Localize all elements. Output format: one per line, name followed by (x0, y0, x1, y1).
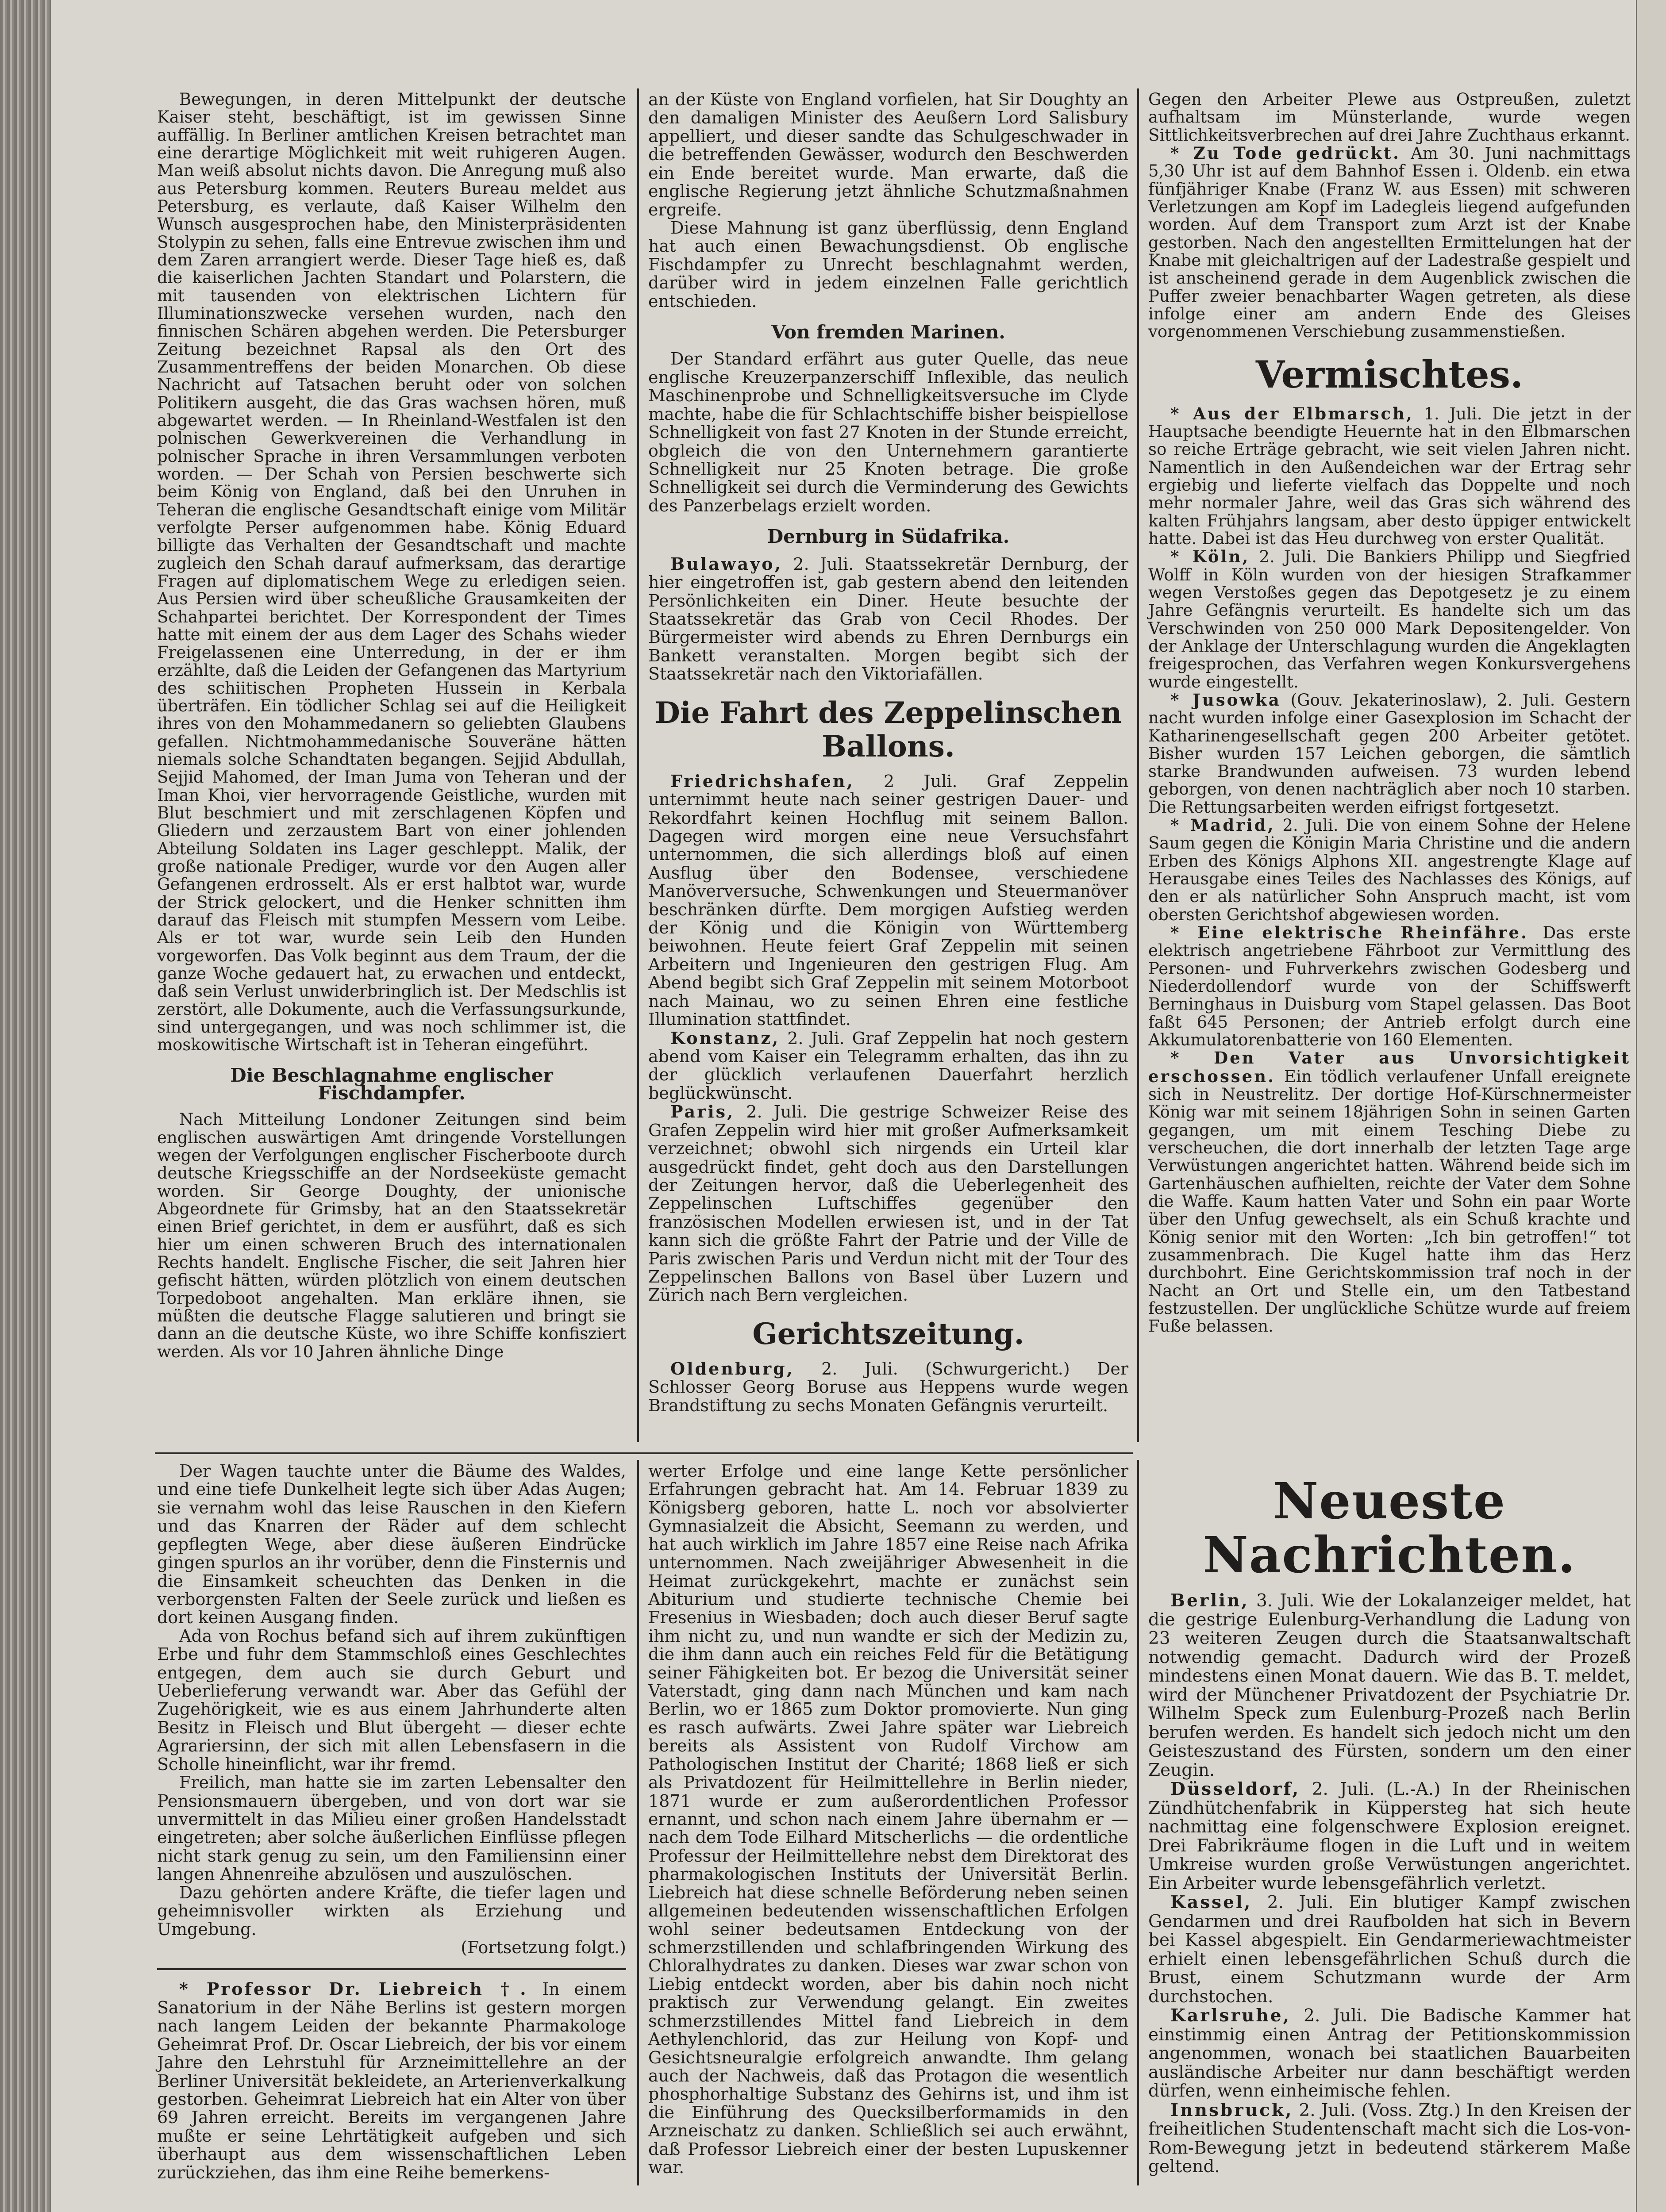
section-heading: Vermischtes. (1255, 352, 1524, 396)
article-paragraph (1148, 144, 1631, 341)
paragraph-text: Am 30. Juni nachmittags 5,30 Uhr ist auf dem Bahnhof Essen i. Oldenb. ein etwa fünfjähriger Knabe (Franz W. aus Essen) mit schweren Verletzungen am Kopf im Ladegleis liegend aufgefunden worden. Auf dem Transport zum Arzt ist der Knabe gestorben. Nach den angestellten Ermittelungen hat der Knabe mit gleichaltrigen auf der Ladestraße gespielt und ist anscheinend gerade in dem Augenblick zwischen die Puffer zweier benachbarter Wagen getreten, als diese infolge einer am andern Ende des Gleises vorgenommenen Verschiebung zusammenstießen. (1148, 143, 1631, 342)
section-heading: Von fremden Marinen. (771, 321, 1005, 343)
dateline: * Zu Tode gedrückt. (1170, 143, 1401, 163)
section-heading: Neueste Nachrichten. (1203, 1472, 1576, 1584)
article-paragraph (1148, 691, 1631, 816)
article-paragraph (1148, 816, 1631, 924)
column-rule (1137, 1460, 1139, 2185)
article-paragraph (1148, 2006, 1631, 2101)
column-rule (637, 1460, 639, 2185)
paragraph-text: Das erste elektrisch angetriebene Fährboot zur Vermittlung des Personen- und Fuhrverkehrs zwischen Godesberg und Niederdollendorf wurde von der Schiffswerft Berninghaus in Duisburg vom Stapel gelassen. Das Boot faßt 645 Personen; der Antrieb erfolgt durch eine Akkumulatorenbatterie von 160 Elementen. (1148, 923, 1631, 1050)
article-paragraph (648, 1359, 1128, 1415)
article-paragraph (1148, 2101, 1631, 2177)
dateline: Friedrichshafen, (670, 771, 854, 791)
paragraph-text: 2. Juli. Die Bankiers Philipp und Siegfried Wolff in Köln wurden von der hiesigen Strafkammer wegen Verstoßes gegen das Depotgesetz je zu einem Jahre Gefängnis verurteilt. Es handelte sich um das Verschwinden von 250 000 Mark Depositengelder. Von der Anklage der Unterschlagung wurden die Angeklagten freigesprochen, das Verfahren wegen Konkursvergehens wurde eingestellt. (1148, 547, 1631, 691)
dateline: * Madrid, (1170, 815, 1275, 835)
paragraph-text: (Gouv. Jekaterinoslaw), 2. Juli. Gestern nacht wurden infolge einer Gasexplosion im Schacht der Katharinengesellschaft gegen 200 Arbeiter getötet. Bisher wurden 157 Leichen geborgen, die sämtlich starke Brandwunden aufweisen. 73 wurden lebend geborgen, von denen nachträglich aber noch 10 starben. Die Rettungsarbeiten werden eifrigst fortgesetzt. (1148, 690, 1631, 817)
section-rule (155, 1452, 1133, 1454)
paragraph-text: Ein tödlich verlaufener Unfall ereignete sich in Neustrelitz. Der dortige Hof-Kürschnermeister König war mit seinem 18jährigen Sohn in seinen Garten gegangen, um mit einem Tesching Diebe zu verscheuchen, die dort innerhalb der letzten Tage arge Verwüstungen angerichtet hatten. Während beide sich im Gartenhäuschen aufhielten, reichte der Vater dem Sohne die Waffe. Kaum hatten Vater und Sohn ein paar Worte über den Unfug gewechselt, als ein Schuß krachte und König senior mit den Worten: „Ich bin getroffen!“ tot zusammenbrach. Die Kugel hatte ihm das Herz durchbohrt. Eine Gerichtskommission traf noch in der Nacht an Ort und Stelle ein, um den Tatbestand festzustellen. Der unglückliche Schütze wurde auf freiem Fuße belassen. (1148, 1067, 1631, 1336)
dateline: * Köln, (1170, 547, 1250, 567)
article-paragraph (1148, 548, 1631, 691)
article-paragraph (1148, 1591, 1631, 1780)
column-right (1148, 91, 1631, 1336)
dateline: Kassel, (1170, 1892, 1252, 1913)
article-paragraph: Dazu gehörten andere Kräfte, die tiefer lagen und geheimnisvoller wirkten als Erziehung und Umgebung. (157, 1882, 626, 1939)
column-rule (1137, 88, 1139, 1442)
article-paragraph: Der Wagen tauchte unter die Bäume des Waldes, und eine tiefe Dunkelheit legte sich über Adas Augen; sie vernahm wohl das leise Rauschen in den Kiefern und das Knarren der Räder auf dem schlecht gepflegten Wege, aber diese äußeren Eindrücke gingen spurlos an ihr vorüber, denn die Finsternis und die Einsamkeit scheuchten das Denken in die verborgensten Falten der Seele zurück und ließen es dort keinen Ausgang finden. (157, 1461, 626, 1628)
article-paragraph (1148, 1780, 1631, 1893)
section-heading: Dernburg in Südafrika. (767, 526, 1010, 548)
dateline: Konstanz, (670, 1028, 780, 1048)
dateline: Düsseldorf, (1170, 1779, 1300, 1800)
paragraph-text: 2. Juli. Die von einem Sohne der Helene Saum gegen die Königin Maria Christine und die andern Erben des Königs Alphons XII. angestrengte Klage auf Herausgabe eines Teiles des Nachlasses des Königs, auf den er als natürlicher Sohn Anspruch macht, ist vom obersten Gerichtshof abgewiesen worden. (1148, 816, 1631, 924)
paragraph-text: 2. Juli. Die gestrige Schweizer Reise des Grafen Zeppelin wird hier mit großer Aufmerksamkeit verzeichnet; obwohl sich nirgends ein Urteil klar ausgedrückt findet, geht doch aus den Darstellungen der Zeitungen hervor, daß die Ueberlegenheit des Zeppelinschen Luftschiffes gegenüber den französischen Modellen erwiesen ist, und in der Tat kann sich die größte Fahrt der Patrie und der Ville de Paris zwischen Paris und Verdun nicht mit der Tour des Zeppelinschen Ballons von Basel über Luzern und Zürich nach Bern vergleichen. (648, 1102, 1128, 1305)
continuation-note: (Fortsetzung folgt.) (461, 1937, 626, 1957)
column-bottom-middle (648, 1462, 1128, 2177)
section-heading: Die Beschlagnahme englischer Fischdampfer. (230, 1064, 553, 1104)
article-paragraph (648, 772, 1128, 1029)
paragraph-text: 2. Juli. Die Badische Kammer hat einstimmig einen Antrag der Petitionskommission angenommen, wonach bei staatlichen Bauarbeiten ausländische Arbeiter nur dann beschäftigt werden dürfen, wenn einheimische fehlen. (1148, 2006, 1631, 2101)
dateline: * Aus der Elbmarsch, (1170, 403, 1414, 423)
paragraph-text: 2. Juli. (Schwurgericht.) Der Schlosser Georg Boruse aus Heppens wurde wegen Brandstiftung zu sechs Monaten Gefängnis verurteilt. (648, 1359, 1128, 1415)
article-paragraph: an der Küste von England vorfielen, hat Sir Doughty an den damaligen Minister des Aeußern Lord Salisbury appelliert, und dieser sandte das Schulgeschwader in die betreffenden Gewässer, wodurch den Beschwerden ein Ende bereitet wurde. Man erwarte, daß die englische Regierung jetzt ähnliche Schutzmaßnahmen ergreife. (648, 90, 1128, 219)
column-bottom-right (1148, 1462, 1631, 2177)
article-paragraph (1148, 405, 1631, 548)
column-left (157, 91, 626, 1361)
article-paragraph (648, 1102, 1128, 1305)
dateline: Oldenburg, (670, 1358, 794, 1379)
article-paragraph: Der Standard erfährt aus guter Quelle, das neue englische Kreuzerpanzerschiff Inflexible, das neulich Maschinenprobe und Schnelligkeitsversuche im Clyde machte, habe die für Schlachtschiffe bisher beispiellose Schnelligkeit von fast 27 Knoten in der Stunde erreicht, obgleich die von den Unternehmern garantierte Schnelligkeit nur 25 Knoten betrage. Die große Schnelligkeit sei durch die Verminderung des Gewichts des Panzerbelags erzielt worden. (648, 349, 1128, 515)
column-rule (637, 88, 639, 1442)
paragraph-text: 2 Juli. Graf Zeppelin unternimmt heute nach seiner gestrigen Dauer- und Rekordfahrt keinen Hochflug mit seinem Ballon. Dagegen wird morgen eine neue Versuchsfahrt unternommen, die sich allerdings bloß auf einen Ausflug über den Bodensee, verschiedene Manöverversuche, Schwenkungen und Steuermanöver beschränken dürfte. Dem morgigen Aufstieg werden der König und die Königin von Württemberg beiwohnen. Heute feiert Graf Zeppelin mit seinen Arbeitern und Ingenieuren den gestrigen Flug. Am Abend begibt sich Graf Zeppelin mit seinem Motorboot nach Mainau, wo zu seinen Ehren eine festliche Illumination stattfindet. (648, 771, 1128, 1029)
book-binding (0, 0, 51, 2212)
dateline: * Professor Dr. Liebreich †. (179, 1979, 528, 1999)
paragraph-text: 1. Juli. Die jetzt in der Hauptsache beendigte Heuernte hat in den Elbmarschen so reiche Erträge gebracht, wie seit vielen Jahren nicht. Namentlich in den Außendeichen war der Ertrag sehr ergiebig und lieferte vielfach das Doppelte und noch mehr normaler Jahre, weil das Gras sich während des kalten Frühjahrs langsam, aber desto üppiger entwickelt hatte. Dabei ist das Heu durchweg von erster Qualität. (1148, 404, 1631, 548)
article-paragraph: werter Erfolge und eine lange Kette persönlicher Erfahrungen gebracht hat. Am 14. Februar 1839 zu Königsberg geboren, hatte L. noch vor absolvierter Gymnasialzeit die Absicht, Seemann zu werden, und hat auch wirklich im Jahre 1857 eine Reise nach Afrika unternommen. Nach zweijähriger Abwesenheit in die Heimat zurückgekehrt, machte er zunächst sein Abiturium und studierte technische Chemie bei Fresenius in Wiesbaden; doch auch dieser Beruf sagte ihm nicht zu, und nun wandte er sich der Medizin zu, die ihm dann auch ein reiches Feld für die Betätigung seiner Fähigkeiten bot. Er bezog die Universität seiner Vaterstadt, ging dann nach München und kam nach Berlin, wo er 1865 zum Doktor promovierte. Nun ging es rasch aufwärts. Zwei Jahre später war Liebreich bereits als Assistent von Rudolf Virchow am Pathologischen Institut der Charité; 1868 ließ er sich als Privatdozent für Heilmittellehre in Berlin nieder, 1871 wurde er zum außerordentlichen Professor ernannt, und schon nach einem Jahre übernahm er — nach dem Tode Eilhard Mitscherlichs — die ordentliche Professur der Heilmittellehre nebst dem Direktorat des pharmakologischen Instituts der Universität Berlin. Liebreich hat diese schnelle Beförderung neben seinen allgemeinen bedeutenden wissenschaftlichen Erfolgen wohl seiner bedeutsamen Entdeckung von der schmerzstillenden und schlafbringenden Wirkung des Chloralhydrates zu danken. Dieses war zwar schon von Liebig entdeckt worden, aber bis dahin noch nicht praktisch zur Verwendung gelangt. Ein zweites schmerzstillendes Mittel fand Liebreich in dem Aethylenchlorid, das zur Heilung von Kopf- und Gesichtsneuralgie erfolgreich anwandte. Ihm gelang auch der Nachweis, daß das Protagon die wesentlich phosphorhaltige Substanz des Gehirns ist, und ihm ist die Einführung des Quecksilberformamids in den Arzneischatz zu danken. Schließlich sei auch erwähnt, daß Professor Liebreich einer der besten Lupuskenner war. (648, 1461, 1128, 2177)
article-paragraph: Bewegungen, in deren Mittelpunkt der deutsche Kaiser steht, beschäftigt, ist im gewissen Sinne auffällig. In Berliner amtlichen Kreisen betrachtet man eine derartige Möglichkeit mit weit ruhigeren Augen. Man weiß absolut nichts davon. Die Anregung muß also aus Petersburg kommen. Reuters Bureau meldet aus Petersburg, es verlaute, daß Kaiser Wilhelm den Wunsch ausgesprochen habe, den Ministerpräsidenten Stolypin zu sehen, falls eine Entrevue zwischen ihm und dem Zaren arrangiert werde. Dieser Tage hieß es, daß die kaiserlichen Jachten Standart und Polarstern, die mit tausenden von elektrischen Lichtern für Illuminationszwecke versehen wurden, nach den finnischen Schären abgehen werden. Die Petersburger Zeitung bezeichnet Rapsal als den Ort des Zusammentreffens der beiden Monarchen. Ob diese Nachricht auf Tatsachen beruht oder von solchen Politikern ausgeht, die das Gras wachsen hören, muß abgewartet werden. — In Rheinland-Westfalen ist den polnischen Gewerkvereinen die Verhandlung in polnischer Sprache in ihren Versammlungen verboten worden. — Der Schah von Persien beschwerte sich beim König von England, daß bei den Unruhen in Teheran die englische Gesandtschaft einige vom Militär verfolgte Perser aufgenommen habe. König Eduard billigte das Verhalten der Gesandtschaft und machte zugleich den Schah darauf aufmerksam, das derartige Fragen auf diplomatischem Wege zu erledigen seien. Aus Persien wird über scheußliche Grausamkeiten der Schahpartei berichtet. Der Korrespondent der Times hatte mit einem der aus dem Lager des Schahs wieder Freigelassenen eine Unterredung, in der er ihm erzählte, daß die Leiden der Gefangenen das Martyrium des schiitischen Propheten Hussein in Kerbala überträfen. Ein tödlicher Schlag sei auf die Heiligkeit ihres von den Mohammedanern so geliebten Glaubens gefallen. Nichtmohammedanische Souveräne hätten niemals solche Schandtaten begangen. Sejjid Abdullah, Sejjid Mahomed, der Iman Juma von Teheran und der Iman Khoi, vier hervorragende Geistliche, wurden mit Blut beschmiert und mit zerschlagenen Köpfen und Gliedern und zerzaustem Bart von einer johlenden Abteilung Soldaten ins Lager geschleppt. Malik, der große nationale Prediger, wurde vor den Augen aller Gefangenen erdrosselt. Als er erst halbtot war, wurde der Strick gelockert, und die Henker schnitten ihm darauf das Fleisch mit stumpfen Messern vom Leibe. Als er tot war, wurde sein Leib den Hunden vorgeworfen. Das Volk beginnt aus dem Traum, der die ganze Woche gedauert hat, zu erwachen und entdeckt, daß sein Verlust unwiderbringlich ist. Der Medschlis ist zerstört, alle Dokumente, auch die Verfassungsurkunde, sind untergegangen, und was noch schlimmer ist, die moskowitische Wirtschaft ist in Teheran eingeführt. (157, 90, 626, 1055)
paragraph-text: In einem Sanatorium in der Nähe Berlins ist gestern morgen nach langem Leiden der bekannte Pharmakologe Geheimrat Prof. Dr. Oscar Liebreich, der bis vor einem Jahre den Lehrstuhl für Arzneimittellehre an der Berliner Universität bekleidete, an Arterienverkalkung gestorben. Geheimrat Liebreich hat ein Alter von über 69 Jahren erreicht. Bereits im vergangenen Jahre mußte er seine Lehrtätigkeit aufgeben und sich überhaupt aus dem wissenschaftlichen Leben zurückziehen, das ihm eine Reihe bemerkens- (157, 1979, 626, 2182)
article-paragraph: Nach Mitteilung Londoner Zeitungen sind beim englischen auswärtigen Amt dringende Vorstellungen wegen der Verfolgungen englischer Fischerboote durch deutsche Kriegsschiffe an der Nordseeküste gemacht worden. Sir George Doughty, der unionische Abgeordnete für Grimsby, hat an den Staatssekretär einen Brief gerichtet, in dem er ausführt, daß es sich hier um einen schweren Bruch des internationalen Rechts handelt. Englische Fischer, die seit Jahren hier gefischt hätten, würden plötzlich von einem deutschen Torpedoboot angehalten. Man erkläre ihnen, sie müßten die deutsche Flagge salutieren und bringt sie dann an die deutsche Küste, wo ihre Schiffe konfisziert werden. Als vor 10 Jahren ähnliche Dinge (157, 1110, 626, 1361)
article-paragraph: Ada von Rochus befand sich auf ihrem zukünftigen Erbe und fuhr dem Stammschloß eines Geschlechtes entgegen, dem auch sie durch Geburt und Ueberlieferung verwandt war. Aber das Gefühl der Zugehörigkeit, wie es aus einem Jahrhunderte alten Besitz in Fleisch und Blut übergeht — dieser echte Agrariersinn, der sich mit allen Lebensfasern in die Scholle hineinflicht, war ihr fremd. (157, 1626, 626, 1774)
section-heading: Gerichtszeitung. (752, 1316, 1024, 1351)
article-paragraph (1148, 1049, 1631, 1335)
paragraph-text: 2. Juli. (Voss. Ztg.) In den Kreisen der freiheitlichen Studentenschaft macht sich die Los-von-Rom-Bewegung jetzt in bedeutend stärkerem Maße geltend. (1148, 2100, 1631, 2177)
article-paragraph (1148, 924, 1631, 1049)
dateline: Bulawayo, (670, 553, 782, 574)
dateline: * Eine elektrische Rheinfähre. (1170, 923, 1528, 943)
dateline: Berlin, (1170, 1590, 1249, 1611)
dateline: * Jusowka (1170, 690, 1281, 710)
dateline: Paris, (670, 1102, 735, 1122)
paragraph-text: 2. Juli. Graf Zeppelin hat noch gestern abend vom Kaiser ein Telegramm erhalten, das ihn zu der glücklich verlaufenen Dauerfahrt herzlich beglückwünscht. (648, 1028, 1128, 1103)
column-bottom-left (157, 1462, 626, 2182)
article-paragraph: Diese Mahnung ist ganz überflüssig, denn England hat auch einen Bewachungsdienst. Ob englische Fischdampfer zu Unrecht beschlagnahmt werden, darüber wird in jedem einzelnen Falle gerichtlich entschieden. (648, 218, 1128, 311)
section-heading: Die Fahrt des Zeppelinschen Ballons. (654, 695, 1122, 764)
dateline: Innsbruck, (1170, 2100, 1293, 2120)
article-paragraph: Gegen den Arbeiter Plewe aus Ostpreußen, zuletzt aufhaltsam im Münsterlande, wurde wegen Sittlichkeitsverbrechen auf drei Jahre Zuchthaus erkannt. (1148, 90, 1631, 145)
article-paragraph (648, 555, 1128, 684)
article-paragraph (1148, 1893, 1631, 2006)
paragraph-text: 3. Juli. Wie der Lokalanzeiger meldet, hat die gestrige Eulenburg-Verhandlung die Ladung von 23 weiteren Zeugen durch die Staatsanwaltschaft notwendig gemacht. Dadurch wird der Prozeß mindestens einen Monat dauern. Wie das B. T. meldet, wird der Münchener Privatdozent der Psychiatrie Dr. Wilhelm Speck zum Eulenburg-Prozeß nach Berlin berufen werden. Es handelt sich jedoch nicht um den Geisteszustand des Fürsten, sondern um den einer Zeugin. (1148, 1591, 1631, 1780)
paragraph-text: 2. Juli. Ein blutiger Kampf zwischen Gendarmen und drei Raufbolden hat sich in Bevern bei Kassel abgespielt. Ein Gendarmeriewachtmeister erhielt einen lebensgefährlichen Schuß durch die Brust, einem Schutzmann wurde der Arm durchstochen. (1148, 1893, 1631, 2007)
article-paragraph (648, 1029, 1128, 1103)
column-middle (648, 91, 1128, 1415)
adjacent-page-edge (1636, 0, 1666, 2212)
paragraph-text: 2. Juli. (L.-A.) In der Rheinischen Zündhütchenfabrik in Küppersteg hat sich heute nachmittag eine folgenschwere Explosion ereignet. Drei Fabrikräume flogen in die Luft und in weitem Umkreise wurden große Verwüstungen angerichtet. Ein Arbeiter wurde lebensgefährlich verletzt. (1148, 1779, 1631, 1893)
article-paragraph: Freilich, man hatte sie im zarten Lebensalter den Pensionsmauern übergeben, und von dort war sie unvermittelt in das Milieu einer großen Handelsstadt eingetreten; aber solche äußerlichen Einflüsse pflegen nicht stark genug zu sein, um den Familiensinn einer langen Ahnenreihe abzulösen und auszulöschen. (157, 1773, 626, 1884)
article-divider (157, 1968, 626, 1970)
dateline: Karlsruhe, (1170, 2005, 1291, 2026)
dateline: * Den Vater aus Unvorsichtigkeit erschossen. (1148, 1048, 1631, 1086)
paragraph-text: 2. Juli. Staatssekretär Dernburg, der hier eingetroffen ist, gab gestern abend den leitenden Persönlichkeiten ein Diner. Heute besuchte der Staatssekretär das Grab von Cecil Rhodes. Der Bürgermeister wird abends zu Ehren Dernburgs ein Bankett veranstalten. Morgen begibt sich der Staatssekretär nach den Viktoriafällen. (648, 554, 1128, 684)
article-paragraph (157, 1980, 626, 2182)
